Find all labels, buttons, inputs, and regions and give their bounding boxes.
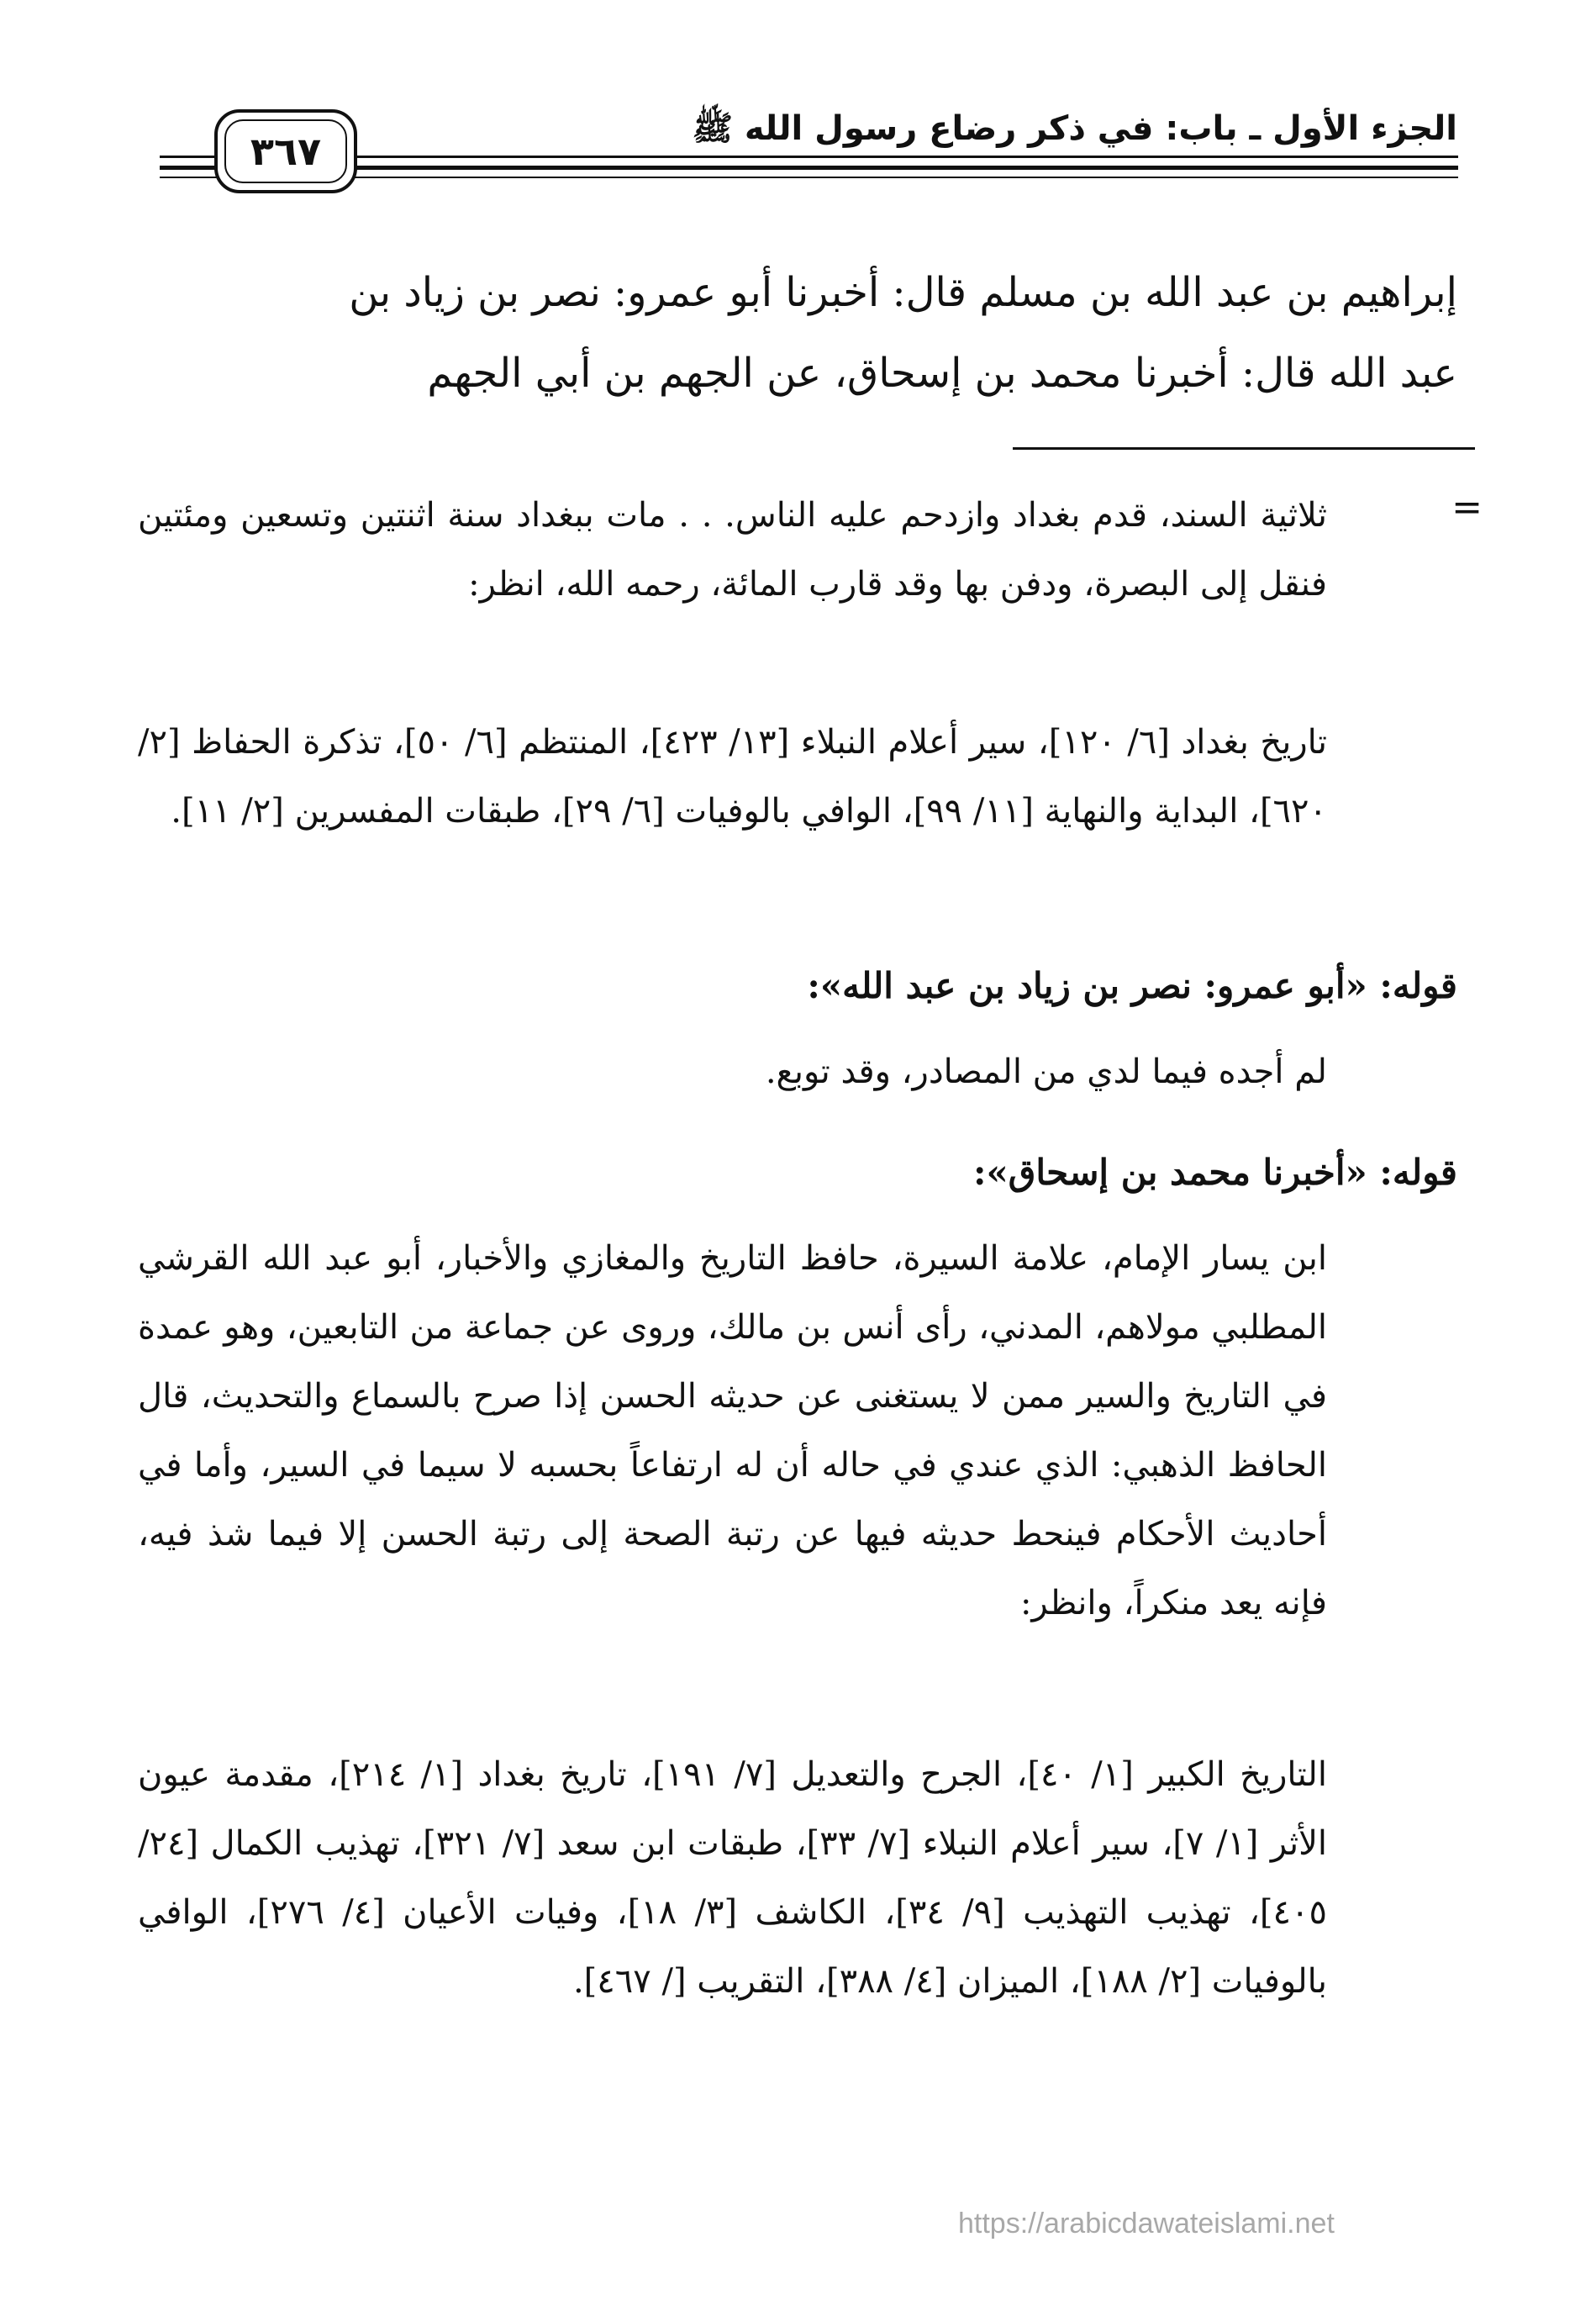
comment-text: ابن يسار الإمام، علامة السيرة، حافظ التاريخ والمغازي والأخبار، أبو عبد الله القرشي المطلبي مولاهم، المدني، رأى أنس بن مالك، وروى عن جماعة من التابعين، وهو عمدة في التاريخ والسير ممن لا يستغنى عن حديثه الحسن إذا صرح بالسماع والتحديث، قال الحافظ الذهبي: الذي عندي في حاله أن له ارتفاعاً بحسبه لا سيما في السير، وأما في أحاديث الأحكام فينحط حديثه فيها عن رتبة الصحة إلى رتبة الحسن إلا فيما شذ فيه، فإنه يعد منكراً، وانظر: [138, 1239, 1327, 1622]
watermark-url: https://arabicdawateislami.net [958, 2208, 1335, 2240]
main-text-line: إبراهيم بن عبد الله بن مسلم قال: أخبرنا أبو عمرو: نصر بن زياد بن [349, 269, 1457, 316]
comment-quote: «أبو عمرو: نصر بن زياد بن عبد الله»: [807, 965, 1367, 1006]
footnote-separator [1013, 447, 1475, 450]
page-number-frame [214, 109, 357, 193]
main-text-line: عبد الله قال: أخبرنا محمد بن إسحاق، عن الجهم بن أبي الجهم [427, 350, 1457, 397]
comment-quote: «أخبرنا محمد بن إسحاق»: [972, 1152, 1367, 1193]
footnote-paragraph: ثلاثية السند، قدم بغداد وازدحم عليه الناس. . . مات ببغداد سنة اثنتين وتسعين ومئتين فنقل إلى البصرة، ودفن بها وقد قارب المائة، رحمه الله، انظر: [138, 496, 1327, 604]
continuation-mark: = [1451, 486, 1483, 529]
footnote-references: تاريخ بغداد [٦/ ١٢٠]، سير أعلام النبلاء [١٣/ ٤٢٣]، المنتظم [٦/ ٥٠]، تذكرة الحفاظ [٢/ ٦٢٠]، البداية والنهاية [١١/ ٩٩]، الوافي بالوفيات [٦/ ٢٩]، طبقات المفسرين [٢/ ١١]. [138, 723, 1327, 831]
comment-label: قوله: [1379, 1152, 1457, 1193]
running-title: الجزء الأول ـ باب: في ذكر رضاع رسول الله ﷺ [684, 108, 1457, 150]
comment-heading [973, 1138, 1457, 1207]
comment-heading [807, 952, 1457, 1021]
comment-references: التاريخ الكبير [١/ ٤٠]، الجرح والتعديل [٧/ ١٩١]، تاريخ بغداد [١/ ٢١٤]، مقدمة عيون الأثر [١/ ٧]، سير أعلام النبلاء [٧/ ٣٣]، طبقات ابن سعد [٧/ ٣٢١]، تهذيب الكمال [٢٤/ ٤٠٥]، تهذيب التهذيب [٩/ ٣٤]، الكاشف [٣/ ١٨]، وفيات الأعيان [٤/ ٢٧٦]، الوافي بالوفيات [٢/ ١٨٨]، الميزان [٤/ ٣٨٨]، التقريب [/ ٤٦٧]. [138, 1755, 1327, 2001]
page-number: ٣٦٧ [250, 129, 322, 174]
main-text [138, 252, 1457, 414]
comment-label: قوله: [1379, 965, 1457, 1006]
comment-text: لم أجده فيما لدي من المصادر، وقد توبع. [765, 1052, 1327, 1091]
